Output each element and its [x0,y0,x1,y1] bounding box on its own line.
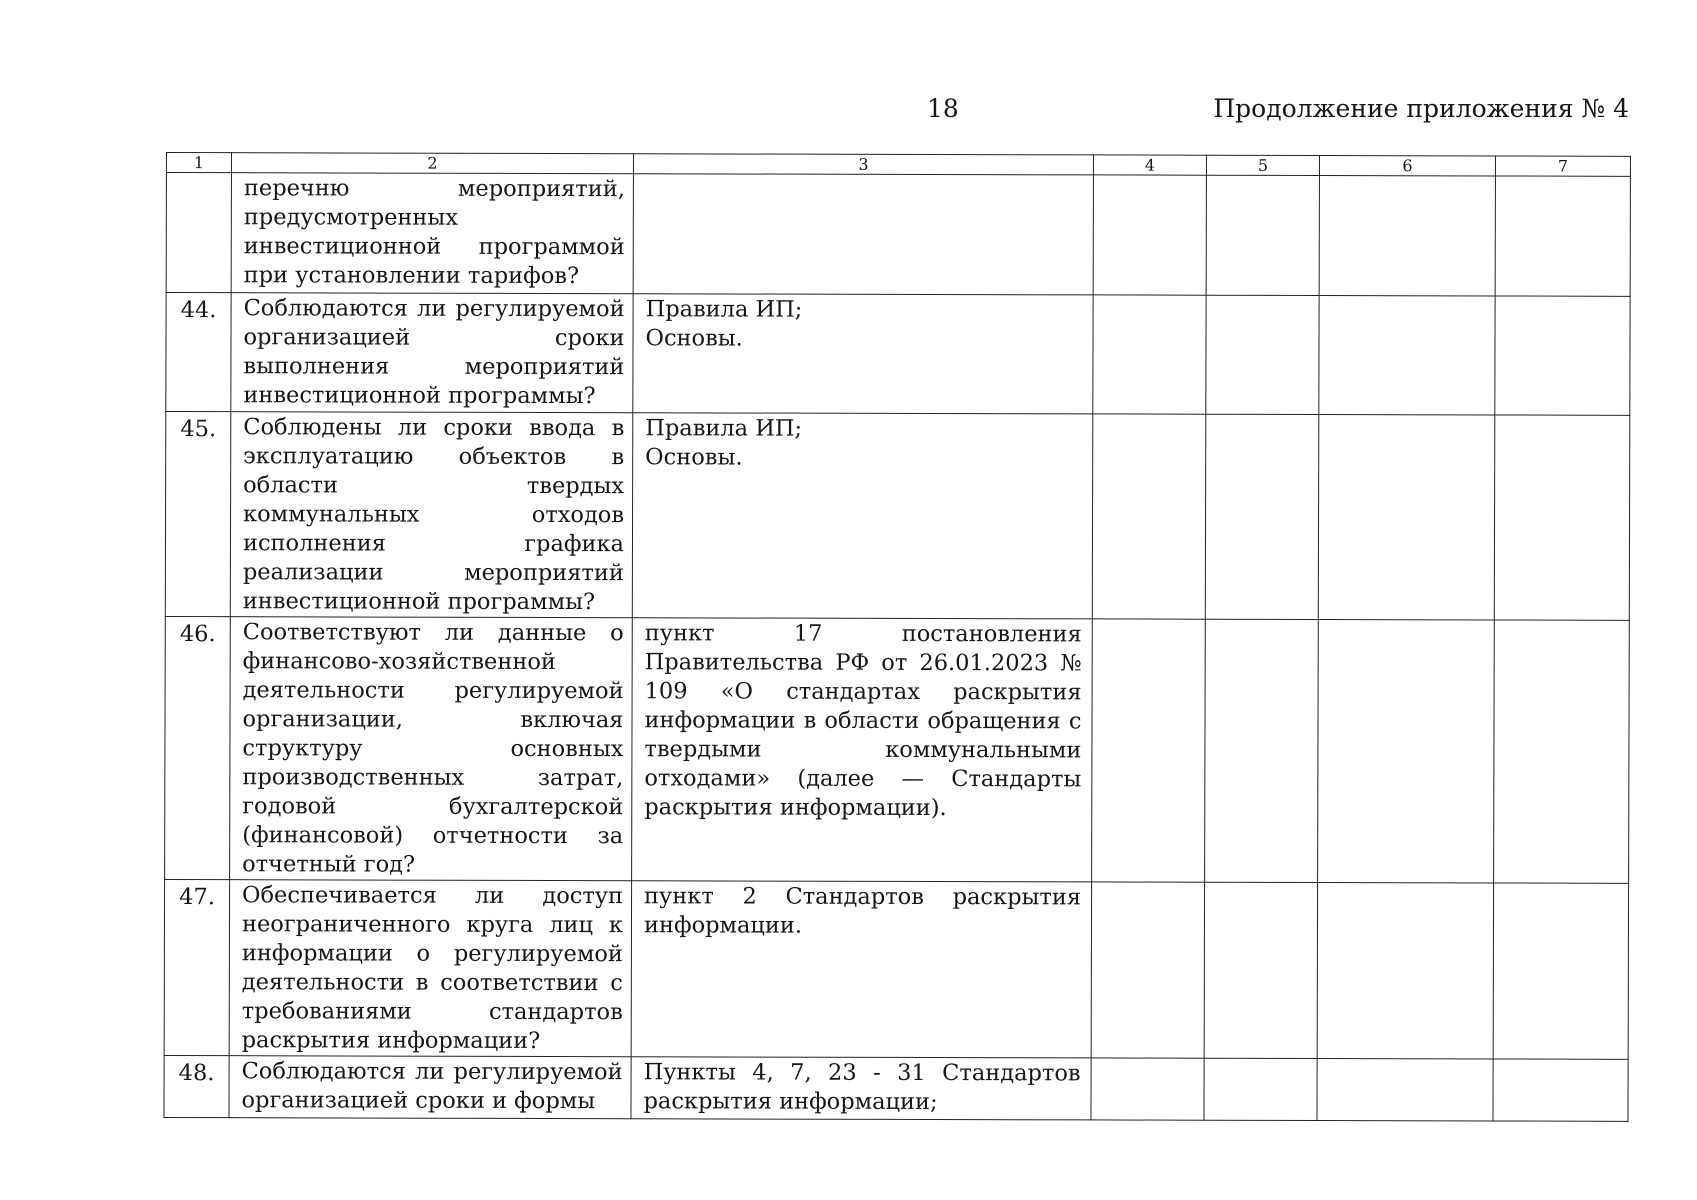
empty-cell [1319,296,1495,415]
empty-cell [1206,295,1319,414]
column-header-4: 4 [1093,155,1206,175]
empty-cell [1494,415,1630,620]
question-cell: Соблюдены ли сроки ввода в эксплуатацию объектов в области твердых коммунальных отходов исполнения графика реализации мероприятий инвестиционной программы? [230,412,633,618]
empty-cell [1319,176,1495,296]
legal-basis-text: Правила ИП; Основы. [645,296,803,352]
empty-cell [1493,883,1628,1059]
empty-cell [1092,619,1206,882]
legal-basis-cell: Пункты 4, 7, 23 - 31 Стандартов раскрытия информации; [631,1057,1091,1120]
empty-cell [1205,414,1319,619]
row-number: 45. [165,412,231,617]
column-header-1: 1 [166,153,231,173]
legal-basis-text: Правила ИП; Основы. [645,415,803,471]
empty-cell [1495,176,1630,296]
legal-basis-cell: пункт 2 Стандартов раскрытия информации. [631,881,1091,1058]
empty-cell [1318,415,1495,620]
table-row [166,293,1630,416]
empty-cell [1495,296,1630,415]
empty-cell [1494,620,1630,883]
question-cell: Соответствуют ли данные о финансово-хозяйственной деятельности регулируемой организации, включая структуру основных производственных затрат, годовой бухгалтерской (финансовой) отчетности за отчетный год? [230,617,633,881]
question-cell: Соблюдаются ли регулируемой организацией сроки выполнения мероприятий инвестиционной программы? [231,293,633,413]
row-number: 47. [164,879,229,1055]
column-header-3: 3 [633,154,1093,175]
legal-basis-cell [633,294,1093,414]
row-number: 44. [166,293,231,412]
empty-cell [1206,175,1319,295]
question-cell: перечню мероприятий, предусмотренных инвестиционной программой при установлении тарифов? [231,173,633,294]
empty-cell [1317,1059,1493,1121]
table-row [164,1055,1628,1121]
page-number: 18 [927,94,959,123]
empty-cell [1493,1059,1628,1121]
empty-cell [1091,882,1204,1058]
checklist-table [163,152,1631,1122]
legal-basis-cell [633,174,1093,295]
empty-cell [1093,175,1206,295]
table-row [165,412,1630,621]
table-row [164,879,1628,1059]
column-header-2: 2 [231,153,633,174]
column-header-5: 5 [1206,155,1319,175]
row-number [166,173,231,293]
table-row [166,173,1630,297]
question-cell: Соблюдаются ли регулируемой организацией сроки и формы [229,1056,631,1119]
empty-cell [1204,1058,1317,1120]
empty-cell [1317,883,1493,1059]
empty-cell [1092,414,1206,619]
empty-cell [1204,882,1317,1058]
table-row [165,616,1630,883]
row-number: 46. [165,616,231,879]
row-number: 48. [164,1055,229,1117]
question-cell: Обеспечивается ли доступ неограниченного круга лиц к информации о регулируемой деятельности в соответствии с требованиями стандартов раскрытия информации? [229,880,631,1057]
legal-basis-cell [632,413,1093,619]
appendix-continuation-label: Продолжение приложения № 4 [1213,94,1629,123]
empty-cell [1093,295,1206,414]
legal-basis-cell: пункт 17 постановления Правительства РФ от 26.01.2023 № 109 «О стандартах раскрытия информации в области обращения с твердыми коммунальными отходами» (далее — Стандарты раскрытия информации). [632,618,1093,882]
column-header-6: 6 [1319,156,1495,176]
empty-cell [1318,620,1495,883]
empty-cell [1205,619,1319,882]
column-header-7: 7 [1495,156,1630,176]
empty-cell [1091,1058,1204,1120]
